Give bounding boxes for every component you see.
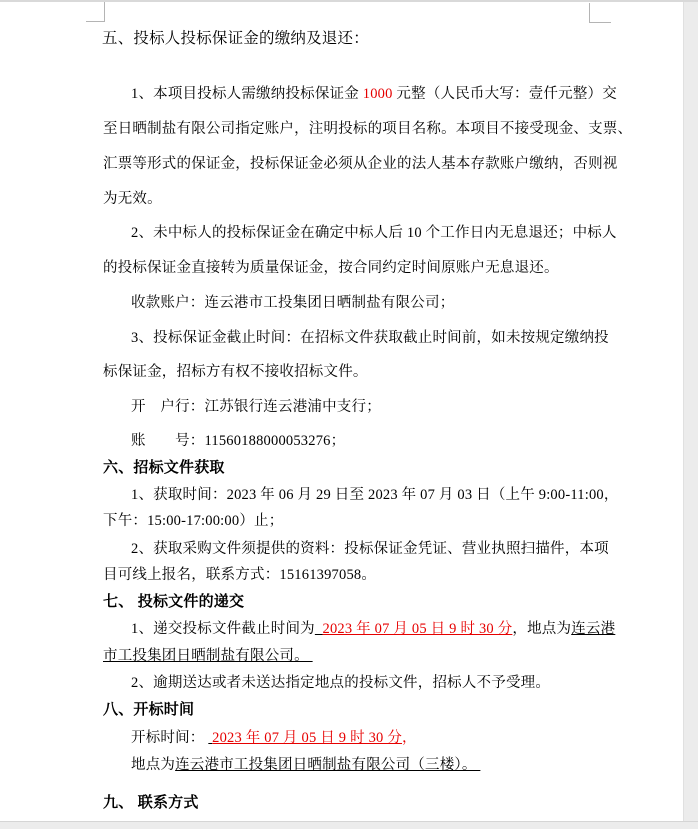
text-segment: 账 号：11560188000053276； xyxy=(131,433,346,449)
paragraph-line xyxy=(131,620,615,638)
text-segment: 1、获取时间：2023 年 06 月 29 日至 2023 年 07 月 03 日（上午 9:00-11:00， xyxy=(131,487,619,503)
text-segment: 七、 投标文件的递交 xyxy=(103,593,245,610)
text-segment: 3、投标保证金截止时间：在招标文件获取截止时间前，如未按规定缴纳投 xyxy=(131,330,609,346)
paragraph-line xyxy=(103,512,283,530)
text-segment: 1、递交投标文件截止时间为 xyxy=(131,621,315,637)
highlighted-red-text: 2023 年 07 月 05 日 9 时 30 分 xyxy=(212,730,403,746)
text-segment: 九、 联系方式 xyxy=(103,794,199,811)
text-segment: 八、开标时间 xyxy=(103,701,195,718)
text-segment: 标保证金，招标方有权不接收招标文件。 xyxy=(103,364,368,380)
paragraph-line xyxy=(103,363,368,381)
paragraph-line xyxy=(103,259,559,277)
right-gutter xyxy=(683,0,698,829)
paragraph-line xyxy=(131,674,550,692)
text-segment: 五、投标人投标保证金的缴纳及退还： xyxy=(102,30,369,47)
paragraph-line xyxy=(103,566,376,584)
paragraph-line xyxy=(131,756,480,774)
paragraph-line xyxy=(131,729,417,747)
text-segment: 为无效。 xyxy=(103,191,162,207)
text-segment: 目可线上报名，联系方式：15161397058。 xyxy=(103,567,377,583)
page-top-edge xyxy=(0,0,698,2)
text-segment: 地点为 xyxy=(131,757,176,773)
text-segment: ，地点为 xyxy=(512,621,572,637)
text-segment: 连云港 xyxy=(571,621,616,637)
text-segment: 连云港市工投集团日晒制盐有限公司（三楼）。 xyxy=(175,757,481,773)
text-segment: 市工投集团日晒制盐有限公司。 xyxy=(103,648,313,664)
text-segment: 2、未中标人的投标保证金在确定中标人后 10 个工作日内无息退还；中标人 xyxy=(131,225,617,241)
text-segment: 开标时间： xyxy=(131,730,209,746)
text-segment: 元整（人民币大写：壹仟元整）交 xyxy=(392,86,617,102)
highlighted-red-text: 2023 年 07 月 05 日 9 时 30 分 xyxy=(322,621,513,637)
text-segment: 下午：15:00-17:00:00）止； xyxy=(103,513,284,529)
text-segment: 1、本项目投标人需缴纳投标保证金 xyxy=(131,86,363,102)
paragraph-line xyxy=(131,398,381,416)
text-segment: 至日晒制盐有限公司指定账户，注明投标的项目名称。本项目不接受现金、支票、 xyxy=(103,121,633,137)
section-7-heading xyxy=(103,593,244,611)
text-segment: 开 户行：江苏银行连云港浦中支行； xyxy=(131,399,381,415)
paragraph-line xyxy=(103,120,632,138)
paragraph-line xyxy=(103,155,618,173)
text-segment: 汇票等形式的保证金，投标保证金必须从企业的法人基本存款账户缴纳，否则视 xyxy=(103,156,618,172)
text-segment: 收款账户：连云港市工投集团日晒制盐有限公司； xyxy=(131,295,455,311)
paragraph-line xyxy=(131,486,619,504)
paragraph-line xyxy=(131,329,609,347)
paragraph-line xyxy=(131,224,617,242)
text-segment: 2、逾期送达或者未送达指定地点的投标文件，招标人不予受理。 xyxy=(131,675,551,691)
paragraph-line xyxy=(131,540,609,558)
section-8-heading xyxy=(103,701,194,719)
section-6-heading xyxy=(103,459,225,477)
paragraph-line xyxy=(131,432,345,450)
page-bottom-gap xyxy=(0,821,698,829)
paragraph-line xyxy=(131,85,617,103)
text-segment: 六、招标文件获取 xyxy=(103,459,225,476)
highlighted-red-text: 1000 xyxy=(362,86,393,102)
paragraph-line xyxy=(103,190,162,208)
paragraph-line xyxy=(103,647,313,665)
text-segment: 2、获取采购文件须提供的资料：投标保证金凭证、营业执照扫描件，本项 xyxy=(131,541,609,557)
section-5-heading xyxy=(102,30,369,48)
text-segment: 的投标保证金直接转为质量保证金，按合同约定时间原账户无息退还。 xyxy=(103,260,559,276)
text-segment xyxy=(315,621,323,637)
paragraph-line xyxy=(131,294,454,312)
section-9-heading xyxy=(103,794,199,812)
highlighted-red-text: ， xyxy=(402,730,417,746)
